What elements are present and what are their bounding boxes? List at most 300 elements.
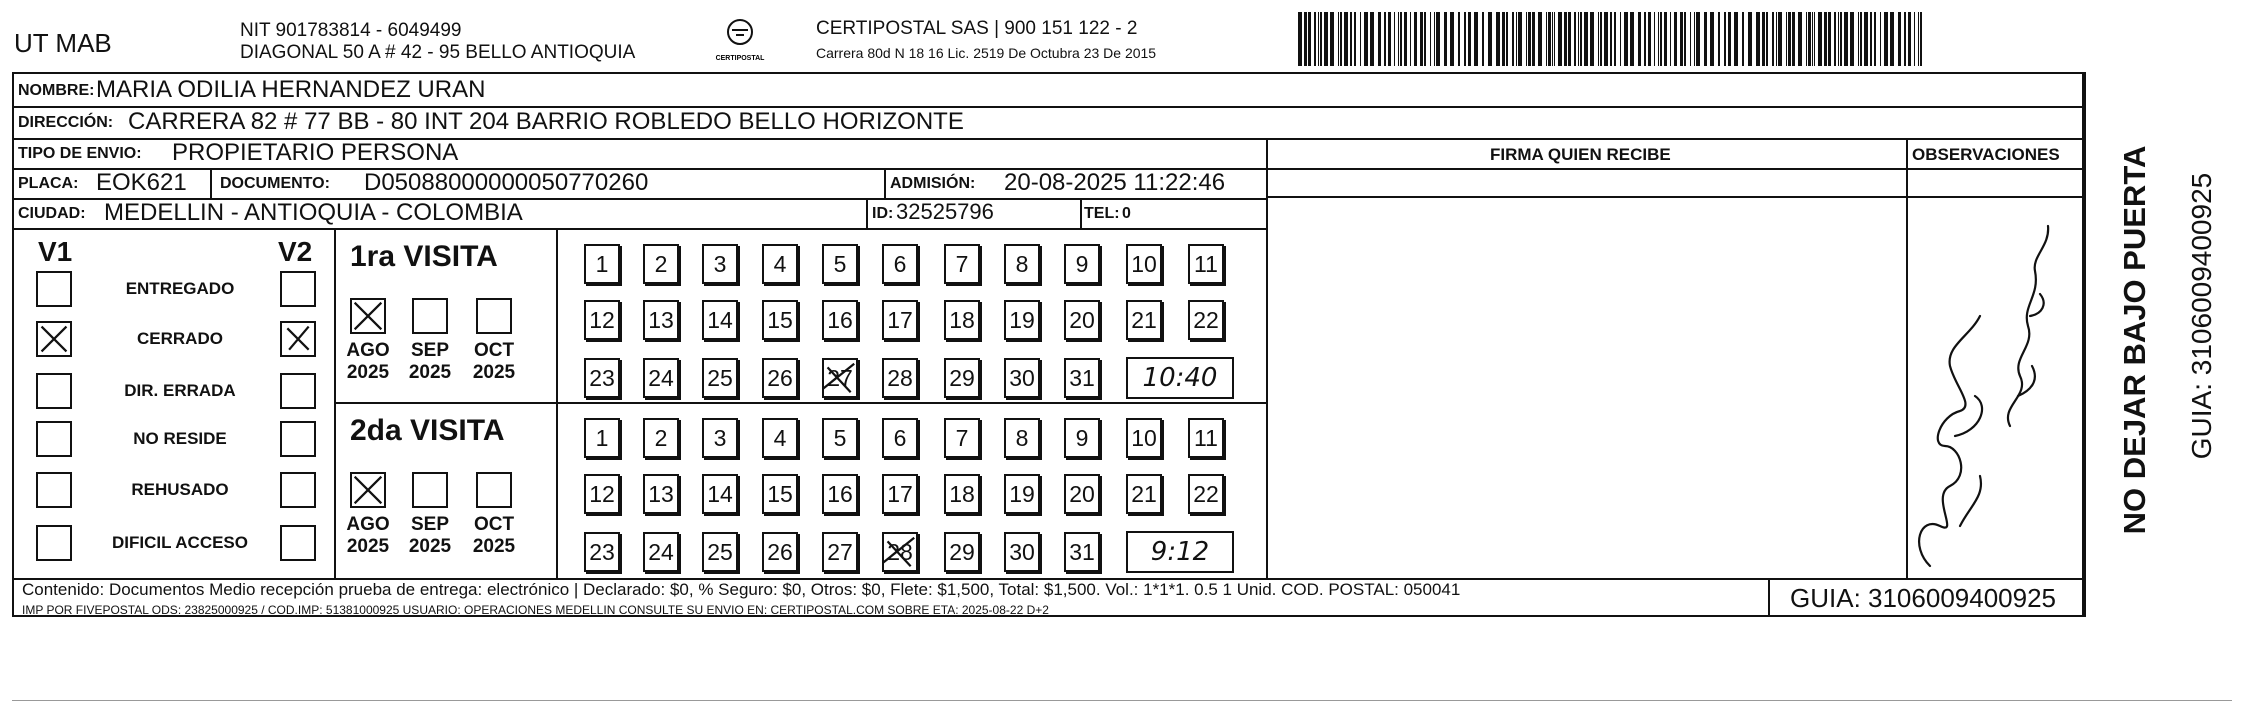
barcode-bar xyxy=(1338,12,1339,66)
day-checkbox[interactable] xyxy=(822,300,858,340)
barcode-bar xyxy=(1364,12,1368,66)
month-checkbox[interactable] xyxy=(412,472,448,508)
barcode-bar xyxy=(1482,12,1484,66)
barcode-bar xyxy=(1330,12,1334,66)
side-guia: GUIA: 3106009400925 xyxy=(2186,172,2217,460)
print-info: IMP POR FIVEPOSTAL ODS: 23825000925 / COD.IMP: 51381000925 USUARIO: OPERACIONES MEDELLIN CONSULTE SU ENVIO EN: CERTIPOSTAL.COM SOBRE ETA: 2025-08-22 D+2 xyxy=(22,603,1049,617)
document-label: DOCUMENTO: xyxy=(220,175,330,192)
day-checkbox[interactable] xyxy=(1064,532,1100,572)
day-number: 14 xyxy=(707,306,733,333)
day-number: 4 xyxy=(773,424,787,451)
day-number: 22 xyxy=(1193,306,1219,333)
day-number: 22 xyxy=(1193,480,1219,507)
city-value: MEDELLIN - ANTIOQUIA - COLOMBIA xyxy=(104,199,523,226)
plate-label: PLACA: xyxy=(18,175,79,192)
barcode-bar xyxy=(1684,12,1686,66)
day-checkbox[interactable] xyxy=(822,244,858,284)
barcode-bar xyxy=(1710,12,1714,66)
v2-label: V2 xyxy=(278,236,313,267)
barcode-bar xyxy=(1756,12,1760,66)
document-value: D05088000000050770260 xyxy=(364,169,649,196)
barcode-bar xyxy=(1638,12,1641,66)
name-label: NOMBRE: xyxy=(18,82,95,99)
visit-time: 10:40 xyxy=(1126,357,1234,399)
barcode-bar xyxy=(1580,12,1582,66)
barcode-bar xyxy=(1424,12,1426,66)
recipient-address: CARRERA 82 # 77 BB - 80 INT 204 BARRIO ROBLEDO BELLO HORIZONTE xyxy=(128,108,964,135)
barcode-bar xyxy=(1748,12,1752,66)
day-checkbox[interactable] xyxy=(882,300,918,340)
barcode-bar xyxy=(1920,12,1922,66)
barcode-bar xyxy=(1762,12,1765,66)
type-label: TIPO DE ENVIO: xyxy=(18,145,142,162)
barcode-bar xyxy=(1546,12,1547,66)
barcode-bar xyxy=(1318,12,1319,66)
v2-checkbox[interactable] xyxy=(280,373,316,409)
day-number: 11 xyxy=(1194,424,1218,451)
barcode-bar xyxy=(1808,12,1811,66)
day-number: 18 xyxy=(949,306,975,333)
day-number: 14 xyxy=(707,480,733,507)
recipient-name: MARIA ODILIA HERNANDEZ URAN xyxy=(96,76,486,103)
barcode-bar xyxy=(1400,12,1402,66)
barcode-bar xyxy=(1464,12,1466,66)
day-number: 13 xyxy=(648,480,674,507)
barcode-bar xyxy=(1378,12,1381,66)
day-checkbox[interactable] xyxy=(643,418,679,458)
day-checkbox[interactable] xyxy=(643,474,679,514)
day-number: 11 xyxy=(1194,250,1218,277)
barcode xyxy=(1296,12,1926,66)
day-checkbox[interactable] xyxy=(1004,244,1040,284)
id-label: ID: xyxy=(872,205,894,222)
day-number: 23 xyxy=(589,538,615,565)
day-number: 20 xyxy=(1069,306,1095,333)
day-checkbox[interactable] xyxy=(584,244,620,284)
barcode-bar xyxy=(1870,12,1872,66)
barcode-bar xyxy=(1518,12,1522,66)
month-checkbox[interactable] xyxy=(350,472,386,508)
day-number: 2 xyxy=(654,424,668,451)
barcode-bar xyxy=(1578,12,1579,66)
barcode-bar xyxy=(1812,12,1813,66)
month-label: AGO 2025 xyxy=(346,340,390,383)
visit-title: 1ra VISITA xyxy=(350,240,498,273)
barcode-bar xyxy=(1600,12,1602,66)
barcode-bar xyxy=(1444,12,1447,66)
status-option-label: REHUSADO xyxy=(131,480,229,499)
barcode-bar xyxy=(1788,12,1791,66)
v1-checkbox[interactable] xyxy=(36,373,72,409)
day-checkbox[interactable] xyxy=(944,244,980,284)
day-checkbox[interactable] xyxy=(822,418,858,458)
day-number: 18 xyxy=(949,480,975,507)
barcode-bar xyxy=(1670,12,1671,66)
day-number: 16 xyxy=(827,306,853,333)
city-label: CIUDAD: xyxy=(18,205,86,222)
barcode-bar xyxy=(1874,12,1876,66)
side-text xyxy=(2090,72,2217,612)
barcode-bar xyxy=(1914,12,1915,66)
address-label: DIRECCIÓN: xyxy=(18,114,114,131)
barcode-bar xyxy=(1436,12,1440,66)
barcode-bar xyxy=(1898,12,1901,66)
barcode-bar xyxy=(1458,12,1460,66)
barcode-bar xyxy=(1548,12,1551,66)
day-checkbox[interactable] xyxy=(1126,244,1162,284)
barcode-bar xyxy=(1558,12,1562,66)
day-checkbox[interactable] xyxy=(762,244,798,284)
month-checkbox[interactable] xyxy=(350,298,386,334)
observations-header: OBSERVACIONES xyxy=(1912,145,2060,164)
barcode-bar xyxy=(1904,12,1906,66)
barcode-bar xyxy=(1890,12,1894,66)
day-checkbox[interactable] xyxy=(822,474,858,514)
day-number: 9 xyxy=(1075,250,1089,277)
day-number: 25 xyxy=(707,364,733,391)
day-checkbox[interactable] xyxy=(584,474,620,514)
status-option-label: DIFICIL ACCESO xyxy=(111,533,248,552)
barcode-bar xyxy=(1728,12,1731,66)
barcode-bar xyxy=(1344,12,1348,66)
barcode-bar xyxy=(1766,12,1768,66)
day-number: 12 xyxy=(589,306,615,333)
day-checkbox[interactable] xyxy=(702,358,738,398)
day-checkbox[interactable] xyxy=(643,244,679,284)
footer-guia: GUIA: 3106009400925 xyxy=(1790,583,2056,613)
v2-checkbox[interactable] xyxy=(280,421,316,457)
barcode-bar xyxy=(1324,12,1328,66)
day-checkbox[interactable] xyxy=(584,532,620,572)
v2-checkbox[interactable] xyxy=(280,525,316,561)
carrier-name: CERTIPOSTAL SAS | 900 151 122 - 2 xyxy=(816,18,1138,39)
barcode-bar xyxy=(1410,12,1411,66)
day-checkbox[interactable] xyxy=(1188,300,1224,340)
day-checkbox[interactable] xyxy=(822,358,858,398)
barcode-bar xyxy=(1404,12,1407,66)
day-checkbox[interactable] xyxy=(702,300,738,340)
svg-text:CERTIPOSTAL: CERTIPOSTAL xyxy=(715,55,765,62)
day-number: 24 xyxy=(648,538,674,565)
day-checkbox[interactable] xyxy=(1004,474,1040,514)
barcode-bar xyxy=(1844,12,1848,66)
barcode-bar xyxy=(1526,12,1527,66)
day-number: 6 xyxy=(893,424,907,451)
barcode-bar xyxy=(1660,12,1662,66)
barcode-bar xyxy=(1598,12,1599,66)
day-number: 2 xyxy=(654,250,668,277)
barcode-bar xyxy=(1340,12,1342,66)
status-option-label: CERRADO xyxy=(137,329,223,348)
tel-value: 0 xyxy=(1122,205,1131,222)
day-number: 17 xyxy=(887,480,913,507)
barcode-bar xyxy=(1694,12,1695,66)
barcode-bar xyxy=(1528,12,1531,66)
v1-checkbox[interactable] xyxy=(36,321,72,357)
day-checkbox[interactable] xyxy=(702,418,738,458)
barcode-bar xyxy=(1850,12,1854,66)
day-checkbox[interactable] xyxy=(584,300,620,340)
day-number: 8 xyxy=(1015,424,1029,451)
barcode-bar xyxy=(1620,12,1621,66)
barcode-bar xyxy=(1384,12,1386,66)
v1-checkbox[interactable] xyxy=(36,271,72,307)
day-number: 31 xyxy=(1069,364,1095,391)
day-checkbox[interactable] xyxy=(762,532,798,572)
barcode-bar xyxy=(1658,12,1659,66)
day-checkbox[interactable] xyxy=(944,474,980,514)
day-number: 15 xyxy=(767,480,793,507)
day-number: 7 xyxy=(955,424,969,451)
day-number: 7 xyxy=(955,250,969,277)
day-checkbox[interactable] xyxy=(702,474,738,514)
day-checkbox[interactable] xyxy=(1188,244,1224,284)
day-number: 30 xyxy=(1009,364,1035,391)
barcode-bar xyxy=(1434,12,1435,66)
barcode-bar xyxy=(1304,12,1307,66)
barcode-bar xyxy=(1564,12,1567,66)
barcode-bar xyxy=(1450,12,1454,66)
company-name: UT MAB xyxy=(14,28,112,58)
day-checkbox[interactable] xyxy=(944,300,980,340)
no-under-door-warning: NO DEJAR BAJO PUERTA xyxy=(2117,145,2152,535)
day-number: 9 xyxy=(1075,424,1089,451)
admission-value: 20-08-2025 11:22:46 xyxy=(1004,169,1226,196)
day-number: 6 xyxy=(893,250,907,277)
day-number: 21 xyxy=(1131,306,1157,333)
day-checkbox[interactable] xyxy=(944,418,980,458)
month-label: AGO 2025 xyxy=(346,514,390,557)
barcode-bar xyxy=(1798,12,1802,66)
barcode-bar xyxy=(1860,12,1862,66)
id-value: 32525796 xyxy=(896,199,994,224)
barcode-bar xyxy=(1696,12,1700,66)
day-checkbox[interactable] xyxy=(1126,300,1162,340)
day-checkbox[interactable] xyxy=(1126,418,1162,458)
barcode-bar xyxy=(1680,12,1683,66)
day-number: 27 xyxy=(827,364,853,391)
barcode-bar xyxy=(1908,12,1911,66)
barcode-bar xyxy=(1690,12,1691,66)
day-checkbox[interactable] xyxy=(702,532,738,572)
day-checkbox[interactable] xyxy=(643,358,679,398)
company-address: DIAGONAL 50 A # 42 - 95 BELLO ANTIOQUIA xyxy=(240,42,636,63)
barcode-bar xyxy=(1792,12,1795,66)
barcode-bar xyxy=(1532,12,1535,66)
v1-checkbox[interactable] xyxy=(36,525,72,561)
day-number: 12 xyxy=(589,480,615,507)
barcode-bar xyxy=(1584,12,1588,66)
day-number: 29 xyxy=(949,538,975,565)
barcode-bar xyxy=(1370,12,1374,66)
barcode-bar xyxy=(1474,12,1478,66)
day-checkbox[interactable] xyxy=(1064,244,1100,284)
day-number: 3 xyxy=(713,250,727,277)
day-number: 26 xyxy=(767,364,793,391)
barcode-bar xyxy=(1834,12,1836,66)
barcode-bar xyxy=(1630,12,1634,66)
barcode-bar xyxy=(1704,12,1707,66)
day-number: 30 xyxy=(1009,538,1035,565)
barcode-bar xyxy=(1538,12,1542,66)
day-number: 1 xyxy=(595,424,609,451)
day-checkbox[interactable] xyxy=(1004,300,1040,340)
shipment-contents: Contenido: Documentos Medio recepción prueba de entrega: electrónico | Declarado: $0, % Seguro: $0, Otros: $0, Flete: $1,500, Total: $1,500. Vol.: 1*1*1. 0.5 1 Unid. COD. POSTAL: 050041 xyxy=(22,580,1461,599)
barcode-bar xyxy=(1554,12,1555,66)
barcode-bar xyxy=(1674,12,1677,66)
barcode-bar xyxy=(1574,12,1576,66)
v2-checkbox[interactable] xyxy=(280,472,316,508)
month-checkbox[interactable] xyxy=(412,298,448,334)
day-number: 4 xyxy=(773,250,787,277)
barcode-bar xyxy=(1610,12,1612,66)
barcode-bar xyxy=(1394,12,1395,66)
barcode-bar xyxy=(1718,12,1720,66)
day-number: 24 xyxy=(648,364,674,391)
barcode-bar xyxy=(1840,12,1842,66)
day-checkbox[interactable] xyxy=(762,300,798,340)
day-checkbox[interactable] xyxy=(944,532,980,572)
day-checkbox[interactable] xyxy=(1064,358,1100,398)
barcode-bar xyxy=(1314,12,1316,66)
barcode-bar xyxy=(1590,12,1594,66)
day-checkbox[interactable] xyxy=(762,474,798,514)
recipient-signature xyxy=(1900,196,2070,576)
day-checkbox[interactable] xyxy=(1004,532,1040,572)
v2-checkbox[interactable] xyxy=(280,321,316,357)
signature-header: FIRMA QUIEN RECIBE xyxy=(1490,145,1671,164)
barcode-bar xyxy=(1350,12,1352,66)
barcode-bar xyxy=(1468,12,1471,66)
barcode-bar xyxy=(1806,12,1807,66)
barcode-bar xyxy=(1506,12,1508,66)
barcode-bar xyxy=(1786,12,1787,66)
day-number: 25 xyxy=(707,538,733,565)
barcode-bar xyxy=(1496,12,1500,66)
barcode-bar xyxy=(1648,12,1651,66)
v1-checkbox[interactable] xyxy=(36,421,72,457)
day-checkbox[interactable] xyxy=(1064,300,1100,340)
day-checkbox[interactable] xyxy=(1188,418,1224,458)
month-label: SEP 2025 xyxy=(408,514,452,557)
day-number: 21 xyxy=(1131,480,1157,507)
day-number: 19 xyxy=(1009,480,1035,507)
month-checkbox[interactable] xyxy=(476,298,512,334)
day-number: 16 xyxy=(827,480,853,507)
day-checkbox[interactable] xyxy=(1064,418,1100,458)
v1-checkbox[interactable] xyxy=(36,472,72,508)
barcode-bar xyxy=(1502,12,1505,66)
status-option-label: DIR. ERRADA xyxy=(124,381,236,400)
status-option-label: ENTREGADO xyxy=(125,279,235,298)
barcode-bar xyxy=(1644,12,1646,66)
day-checkbox[interactable] xyxy=(882,474,918,514)
day-checkbox[interactable] xyxy=(762,418,798,458)
barcode-bar xyxy=(1880,12,1881,66)
day-checkbox[interactable] xyxy=(1004,358,1040,398)
day-number: 17 xyxy=(887,306,913,333)
day-number: 15 xyxy=(767,306,793,333)
barcode-bar xyxy=(1724,12,1726,66)
day-checkbox[interactable] xyxy=(1188,474,1224,514)
day-checkbox[interactable] xyxy=(882,532,918,572)
day-number: 27 xyxy=(827,538,853,565)
barcode-bar xyxy=(1488,12,1492,66)
barcode-bar xyxy=(1516,12,1517,66)
company-nit: NIT 901783814 - 6049499 xyxy=(240,20,462,41)
barcode-bar xyxy=(1818,12,1822,66)
month-label: OCT 2025 xyxy=(472,514,516,557)
barcode-bar xyxy=(1776,12,1777,66)
day-checkbox[interactable] xyxy=(762,358,798,398)
barcode-bar xyxy=(1512,12,1514,66)
barcode-bar xyxy=(1604,12,1608,66)
month-label: OCT 2025 xyxy=(472,340,516,383)
day-number: 20 xyxy=(1069,480,1095,507)
barcode-bar xyxy=(1772,12,1774,66)
visit-time: 9:12 xyxy=(1126,531,1234,573)
day-checkbox[interactable] xyxy=(822,532,858,572)
barcode-bar xyxy=(1388,12,1391,66)
barcode-bar xyxy=(1734,12,1738,66)
day-checkbox[interactable] xyxy=(944,358,980,398)
day-checkbox[interactable] xyxy=(584,358,620,398)
carrier-license: Carrera 80d N 18 16 Lic. 2519 De Octubra 23 De 2015 xyxy=(816,45,1157,61)
day-checkbox[interactable] xyxy=(702,244,738,284)
day-checkbox[interactable] xyxy=(1004,418,1040,458)
barcode-bar xyxy=(1824,12,1827,66)
day-checkbox[interactable] xyxy=(1126,474,1162,514)
barcode-bar xyxy=(1360,12,1361,66)
day-number: 1 xyxy=(595,250,609,277)
barcode-bar xyxy=(1742,12,1744,66)
v2-checkbox[interactable] xyxy=(280,271,316,307)
day-checkbox[interactable] xyxy=(643,532,679,572)
barcode-bar xyxy=(1552,12,1553,66)
barcode-bar xyxy=(1884,12,1888,66)
barcode-bar xyxy=(1420,12,1423,66)
barcode-bar xyxy=(1414,12,1417,66)
certipostal-logo xyxy=(710,18,770,64)
day-number: 10 xyxy=(1131,424,1157,451)
barcode-bar xyxy=(1354,12,1356,66)
barcode-bar xyxy=(1568,12,1571,66)
barcode-bar xyxy=(1814,12,1815,66)
day-number: 28 xyxy=(887,364,913,391)
day-number: 5 xyxy=(833,250,847,277)
day-checkbox[interactable] xyxy=(643,300,679,340)
month-checkbox[interactable] xyxy=(476,472,512,508)
barcode-bar xyxy=(1430,12,1431,66)
day-number: 26 xyxy=(767,538,793,565)
day-number: 19 xyxy=(1009,306,1035,333)
day-number: 3 xyxy=(713,424,727,451)
barcode-bar xyxy=(1828,12,1831,66)
v1-label: V1 xyxy=(38,236,73,267)
barcode-bar xyxy=(1614,12,1616,66)
barcode-bar xyxy=(1308,12,1311,66)
admission-label: ADMISIÓN: xyxy=(890,175,976,192)
day-checkbox[interactable] xyxy=(882,418,918,458)
day-number: 23 xyxy=(589,364,615,391)
day-number: 8 xyxy=(1015,250,1029,277)
tel-label: TEL: xyxy=(1084,205,1120,222)
day-checkbox[interactable] xyxy=(882,244,918,284)
day-checkbox[interactable] xyxy=(1064,474,1100,514)
barcode-bar xyxy=(1398,12,1399,66)
day-checkbox[interactable] xyxy=(882,358,918,398)
day-checkbox[interactable] xyxy=(584,418,620,458)
